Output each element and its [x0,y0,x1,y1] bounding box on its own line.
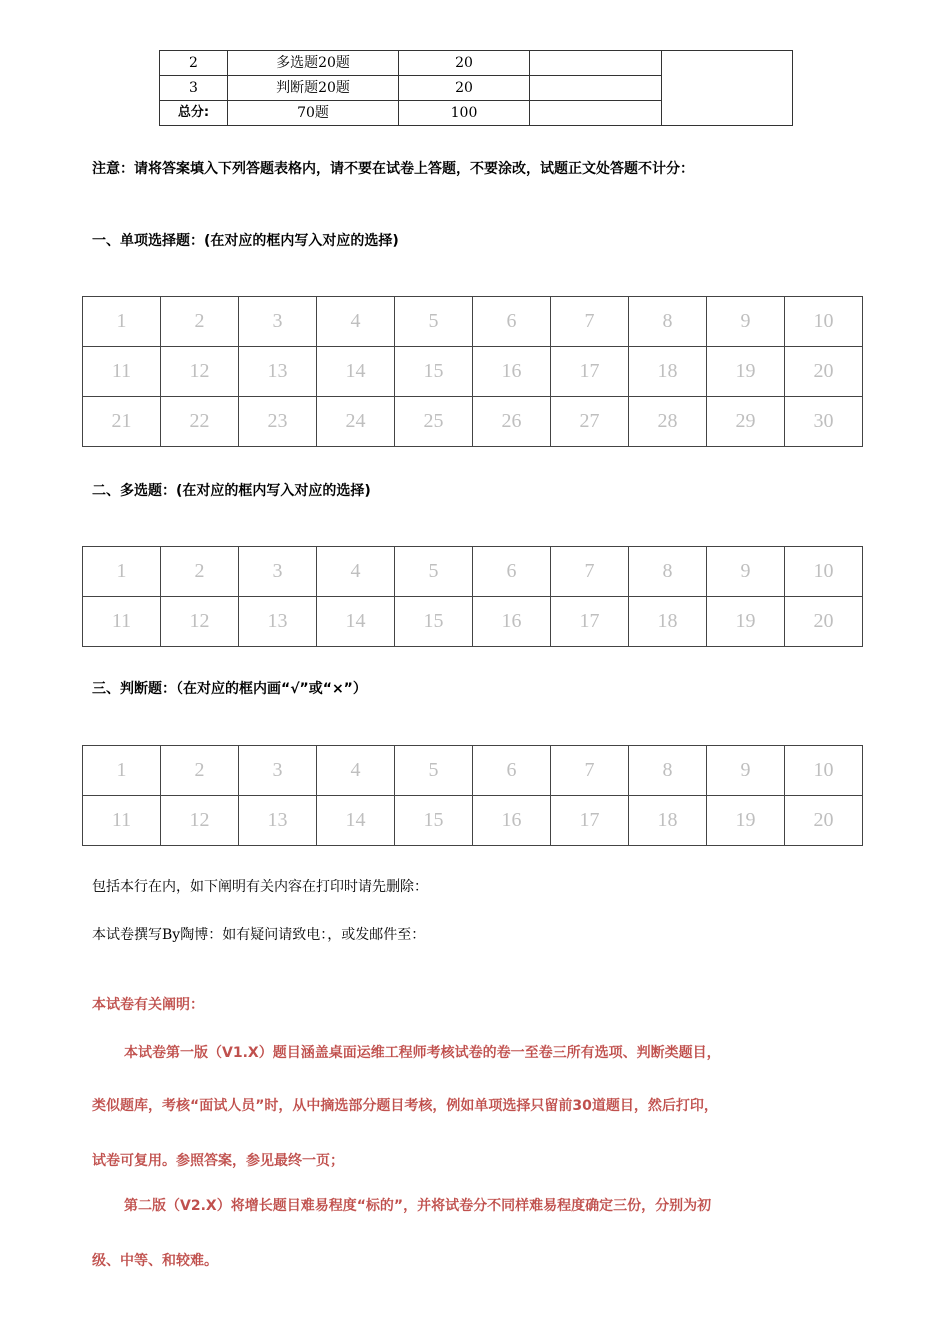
answer-cell[interactable]: 3 [239,547,317,597]
answer-cell[interactable]: 11 [83,796,161,846]
row-number: 2 [160,51,228,76]
empty-cell [530,101,662,126]
answer-cell[interactable]: 19 [707,796,785,846]
answer-cell[interactable]: 10 [785,297,863,347]
answer-cell[interactable]: 10 [785,547,863,597]
total-label: 总分: [160,101,228,126]
grid-row [83,597,863,647]
grid-row [83,297,863,347]
answer-cell[interactable]: 14 [317,347,395,397]
answer-cell[interactable]: 2 [161,547,239,597]
answer-cell[interactable]: 26 [473,397,551,447]
grid-row [83,796,863,846]
section-heading-multi-choice: 二、多选题：(在对应的框内写入对应的选择) [92,483,371,499]
author-contact-note: 本试卷撰写By陶博：如有疑问请致电：，或发邮件至： [92,927,426,943]
answer-cell[interactable]: 17 [551,347,629,397]
answer-cell[interactable]: 14 [317,597,395,647]
answer-cell[interactable]: 23 [239,397,317,447]
answer-cell[interactable]: 20 [785,347,863,397]
answer-cell[interactable]: 1 [83,547,161,597]
explanation-line: 级、中等、和较难。 [92,1253,218,1269]
answer-grid-multi-choice [82,546,863,647]
answer-cell[interactable]: 13 [239,347,317,397]
answer-cell[interactable]: 16 [473,796,551,846]
answer-cell[interactable]: 8 [629,297,707,347]
answer-cell[interactable]: 12 [161,347,239,397]
answer-cell[interactable]: 6 [473,547,551,597]
answer-cell[interactable]: 15 [395,796,473,846]
total-score: 100 [399,101,530,126]
grid-row [83,746,863,796]
answer-cell[interactable]: 8 [629,547,707,597]
answer-cell[interactable]: 20 [785,796,863,846]
answer-cell[interactable]: 16 [473,347,551,397]
explanation-line: 本试卷第一版（V1.X）题目涵盖桌面运维工程师考核试卷的卷一至卷三所有选项、判断类题目， [124,1045,721,1061]
answer-cell[interactable]: 7 [551,547,629,597]
table-row [160,51,793,76]
explanation-line: 试卷可复用。参照答案，参见最终一页； [92,1153,344,1169]
answer-cell[interactable]: 4 [317,297,395,347]
answer-cell[interactable]: 20 [785,597,863,647]
answer-cell[interactable]: 8 [629,746,707,796]
answer-cell[interactable]: 9 [707,547,785,597]
answer-cell[interactable]: 28 [629,397,707,447]
answer-cell[interactable]: 5 [395,297,473,347]
section-heading-single-choice: 一、单项选择题：(在对应的框内写入对应的选择) [92,233,399,249]
answer-cell[interactable]: 16 [473,597,551,647]
answer-cell[interactable]: 7 [551,297,629,347]
answer-notice: 注意：请将答案填入下列答题表格内，请不要在试卷上答题，不要涂改，试题正文处答题不计分： [92,161,694,177]
answer-cell[interactable]: 6 [473,746,551,796]
answer-cell[interactable]: 2 [161,746,239,796]
answer-cell[interactable]: 19 [707,597,785,647]
answer-cell[interactable]: 18 [629,347,707,397]
answer-cell[interactable]: 12 [161,597,239,647]
question-type: 多选题20题 [228,51,399,76]
answer-cell[interactable]: 17 [551,796,629,846]
explanation-title: 本试卷有关阐明： [92,997,204,1013]
empty-merged-cell [662,51,793,126]
answer-cell[interactable]: 25 [395,397,473,447]
score-summary-table [159,50,793,126]
grid-row [83,347,863,397]
answer-cell[interactable]: 10 [785,746,863,796]
grid-row [83,547,863,597]
answer-cell[interactable]: 21 [83,397,161,447]
answer-cell[interactable]: 29 [707,397,785,447]
answer-cell[interactable]: 5 [395,746,473,796]
row-score: 20 [399,76,530,101]
answer-cell[interactable]: 22 [161,397,239,447]
total-count: 70题 [228,101,399,126]
row-score: 20 [399,51,530,76]
answer-cell[interactable]: 15 [395,597,473,647]
question-type: 判断题20题 [228,76,399,101]
answer-grid-single-choice [82,296,863,447]
answer-cell[interactable]: 12 [161,796,239,846]
answer-cell[interactable]: 30 [785,397,863,447]
answer-cell[interactable]: 1 [83,297,161,347]
empty-cell [530,51,662,76]
answer-cell[interactable]: 18 [629,796,707,846]
explanation-line: 第二版（V2.X）将增长题目难易程度“标的”，并将试卷分不同样难易程度确定三份，分别为初 [124,1198,712,1214]
answer-cell[interactable]: 4 [317,547,395,597]
empty-cell [530,76,662,101]
answer-cell[interactable]: 4 [317,746,395,796]
print-delete-note: 包括本行在内，如下阐明有关内容在打印时请先删除： [92,879,428,895]
answer-cell[interactable]: 13 [239,597,317,647]
answer-cell[interactable]: 2 [161,297,239,347]
answer-cell[interactable]: 19 [707,347,785,397]
answer-cell[interactable]: 27 [551,397,629,447]
answer-cell[interactable]: 3 [239,746,317,796]
answer-cell[interactable]: 18 [629,597,707,647]
answer-cell[interactable]: 13 [239,796,317,846]
answer-cell[interactable]: 3 [239,297,317,347]
answer-cell[interactable]: 11 [83,347,161,397]
answer-cell[interactable]: 17 [551,597,629,647]
answer-grid-true-false [82,745,863,846]
answer-cell[interactable]: 11 [83,597,161,647]
answer-cell[interactable]: 1 [83,746,161,796]
answer-cell[interactable]: 9 [707,746,785,796]
answer-cell[interactable]: 6 [473,297,551,347]
answer-cell[interactable]: 9 [707,297,785,347]
explanation-line: 类似题库，考核“面试人员”时，从中摘选部分题目考核，例如单项选择只留前30道题目，然后打印， [92,1098,718,1114]
answer-cell[interactable]: 5 [395,547,473,597]
answer-cell[interactable]: 14 [317,796,395,846]
section-heading-true-false: 三、判断题：（在对应的框内画“√”或“×”） [92,681,367,697]
grid-row [83,397,863,447]
answer-cell[interactable]: 7 [551,746,629,796]
answer-cell[interactable]: 15 [395,347,473,397]
answer-cell[interactable]: 24 [317,397,395,447]
row-number: 3 [160,76,228,101]
